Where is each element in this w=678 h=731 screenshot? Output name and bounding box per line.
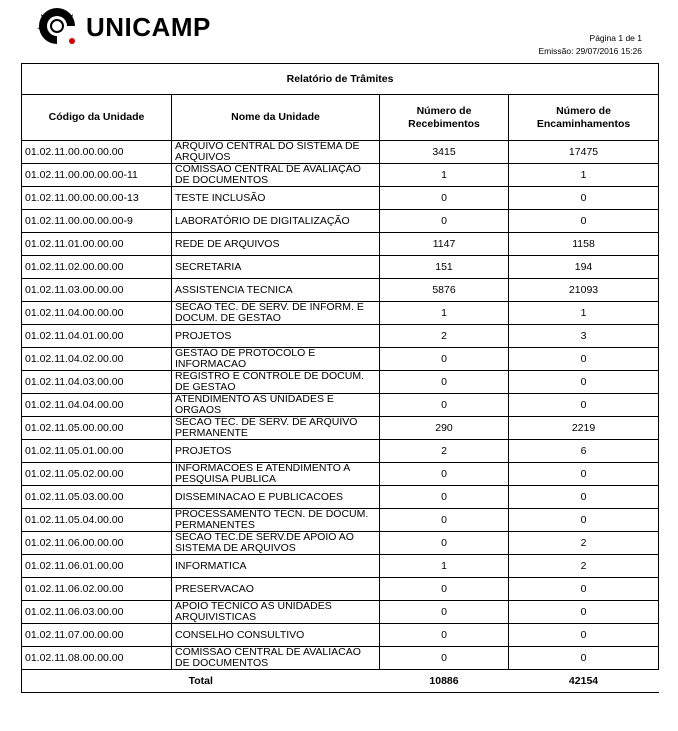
unit-code: 01.02.11.08.00.00.00 xyxy=(22,647,172,670)
receipts-count: 1 xyxy=(380,302,509,325)
unit-code: 01.02.11.04.02.00.00 xyxy=(22,348,172,371)
table-row xyxy=(22,624,659,647)
receipts-count: 1 xyxy=(380,555,509,578)
unit-name: ARQUIVO CENTRAL DO SISTEMA DE ARQUIVOS xyxy=(172,141,380,164)
receipts-count: 0 xyxy=(380,371,509,394)
table-row xyxy=(22,486,659,509)
receipts-count: 0 xyxy=(380,647,509,670)
forwards-count: 0 xyxy=(509,210,659,233)
unit-code: 01.02.11.03.00.00.00 xyxy=(22,279,172,302)
unit-code: 01.02.11.02.00.00.00 xyxy=(22,256,172,279)
receipts-count: 1 xyxy=(380,164,509,187)
table-row xyxy=(22,141,659,164)
column-header-name: Nome da Unidade xyxy=(172,95,380,141)
unit-name: COMISSÃO CENTRAL DE AVALIAÇÃO DE DOCUMENTOS xyxy=(172,164,380,187)
unit-name: INFORMATICA xyxy=(172,555,380,578)
unit-name: COMISSAO CENTRAL DE AVALIACAO DE DOCUMENTOS xyxy=(172,647,380,670)
forwards-count: 0 xyxy=(509,348,659,371)
logo-text: UNICAMP xyxy=(86,12,211,42)
unit-code: 01.02.11.06.02.00.00 xyxy=(22,578,172,601)
unit-name: LABORATÓRIO DE DIGITALIZAÇÃO xyxy=(172,210,380,233)
column-header-code: Código da Unidade xyxy=(22,95,172,141)
unit-name: INFORMACOES E ATENDIMENTO A PESQUISA PUBLICA xyxy=(172,463,380,486)
unit-code: 01.02.11.06.03.00.00 xyxy=(22,601,172,624)
unit-code: 01.02.11.05.04.00.00 xyxy=(22,509,172,532)
forwards-count: 6 xyxy=(509,440,659,463)
unit-code: 01.02.11.05.02.00.00 xyxy=(22,463,172,486)
receipts-count: 0 xyxy=(380,624,509,647)
unit-name: ASSISTENCIA TECNICA xyxy=(172,279,380,302)
forwards-count: 3 xyxy=(509,325,659,348)
page-number: Página 1 de 1 xyxy=(589,33,642,43)
forwards-count: 0 xyxy=(509,187,659,210)
forwards-count: 0 xyxy=(509,371,659,394)
receipts-count: 0 xyxy=(380,463,509,486)
receipts-count: 0 xyxy=(380,348,509,371)
receipts-count: 2 xyxy=(380,325,509,348)
unit-name: PRESERVACAO xyxy=(172,578,380,601)
unit-name: APOIO TECNICO AS UNIDADES ARQUIVISTICAS xyxy=(172,601,380,624)
receipts-count: 0 xyxy=(380,394,509,417)
unit-name: DISSEMINACAO E PUBLICACOES xyxy=(172,486,380,509)
total-row xyxy=(22,670,659,693)
report-title: Relatório de Trâmites xyxy=(22,64,659,95)
forwards-count: 0 xyxy=(509,486,659,509)
unit-name: GESTAO DE PROTOCOLO E INFORMACAO xyxy=(172,348,380,371)
forwards-count: 1158 xyxy=(509,233,659,256)
forwards-count: 0 xyxy=(509,647,659,670)
table-row xyxy=(22,302,659,325)
forwards-count: 0 xyxy=(509,601,659,624)
forwards-count: 2 xyxy=(509,532,659,555)
receipts-count: 2 xyxy=(380,440,509,463)
table-row xyxy=(22,463,659,486)
unit-name: REDE DE ARQUIVOS xyxy=(172,233,380,256)
forwards-count: 1 xyxy=(509,164,659,187)
emission-date: Emissão: 29/07/2016 15:26 xyxy=(538,46,642,56)
unit-code: 01.02.11.05.03.00.00 xyxy=(22,486,172,509)
forwards-count: 1 xyxy=(509,302,659,325)
unit-name: PROCESSAMENTO TECN. DE DOCUM. PERMANENTES xyxy=(172,509,380,532)
table-row xyxy=(22,532,659,555)
table-row xyxy=(22,233,659,256)
unit-code: 01.02.11.05.01.00.00 xyxy=(22,440,172,463)
table-row xyxy=(22,164,659,187)
table-row xyxy=(22,210,659,233)
unit-code: 01.02.11.00.00.00.00-11 xyxy=(22,164,172,187)
receipts-count: 0 xyxy=(380,601,509,624)
forwards-count: 17475 xyxy=(509,141,659,164)
total-label: Total xyxy=(22,670,380,693)
table-row xyxy=(22,187,659,210)
unit-name: TESTE INCLUSÃO xyxy=(172,187,380,210)
unit-code: 01.02.11.00.00.00.00-13 xyxy=(22,187,172,210)
receipts-count: 5876 xyxy=(380,279,509,302)
forwards-count: 21093 xyxy=(509,279,659,302)
receipts-count: 0 xyxy=(380,210,509,233)
unit-code: 01.02.11.01.00.00.00 xyxy=(22,233,172,256)
receipts-count: 1147 xyxy=(380,233,509,256)
table-row xyxy=(22,279,659,302)
unicamp-logo xyxy=(34,6,224,46)
column-header-receipts: Número de Recebimentos xyxy=(380,95,509,141)
total-receipts: 10886 xyxy=(380,670,509,693)
table-row xyxy=(22,601,659,624)
unit-code: 01.02.11.07.00.00.00 xyxy=(22,624,172,647)
forwards-count: 194 xyxy=(509,256,659,279)
receipts-count: 0 xyxy=(380,509,509,532)
page-info xyxy=(539,32,643,58)
unit-code: 01.02.11.05.00.00.00 xyxy=(22,417,172,440)
table-row xyxy=(22,647,659,670)
unit-code: 01.02.11.06.01.00.00 xyxy=(22,555,172,578)
unit-code: 01.02.11.04.03.00.00 xyxy=(22,371,172,394)
table-row xyxy=(22,440,659,463)
forwards-count: 0 xyxy=(509,509,659,532)
report-table xyxy=(21,63,659,693)
table-row xyxy=(22,256,659,279)
forwards-count: 0 xyxy=(509,578,659,601)
receipts-count: 0 xyxy=(380,187,509,210)
unit-name: SECAO TEC.DE SERV.DE APOIO AO SISTEMA DE ARQUIVOS xyxy=(172,532,380,555)
table-row xyxy=(22,578,659,601)
unit-name: SECAO TEC. DE SERV. DE ARQUIVO PERMANENTE xyxy=(172,417,380,440)
table-row xyxy=(22,348,659,371)
receipts-count: 290 xyxy=(380,417,509,440)
table-row xyxy=(22,371,659,394)
forwards-count: 0 xyxy=(509,463,659,486)
forwards-count: 2 xyxy=(509,555,659,578)
receipts-count: 0 xyxy=(380,486,509,509)
receipts-count: 0 xyxy=(380,578,509,601)
unit-name: SECAO TEC. DE SERV. DE INFORM. E DOCUM. DE GESTAO xyxy=(172,302,380,325)
table-row xyxy=(22,417,659,440)
unit-code: 01.02.11.04.01.00.00 xyxy=(22,325,172,348)
receipts-count: 151 xyxy=(380,256,509,279)
unit-code: 01.02.11.06.00.00.00 xyxy=(22,532,172,555)
unit-code: 01.02.11.00.00.00.00 xyxy=(22,141,172,164)
unit-name: REGISTRO E CONTROLE DE DOCUM. DE GESTAO xyxy=(172,371,380,394)
unit-name: CONSELHO CONSULTIVO xyxy=(172,624,380,647)
unit-code: 01.02.11.04.00.00.00 xyxy=(22,302,172,325)
unit-name: PROJETOS xyxy=(172,440,380,463)
unicamp-emblem-icon xyxy=(34,6,80,46)
forwards-count: 2219 xyxy=(509,417,659,440)
total-forwards: 42154 xyxy=(509,670,659,693)
unit-name: PROJETOS xyxy=(172,325,380,348)
table-row xyxy=(22,394,659,417)
unit-code: 01.02.11.00.00.00.00-9 xyxy=(22,210,172,233)
table-row xyxy=(22,325,659,348)
receipts-count: 0 xyxy=(380,532,509,555)
column-header-forwards: Número de Encaminhamentos xyxy=(509,95,659,141)
table-row xyxy=(22,555,659,578)
forwards-count: 0 xyxy=(509,624,659,647)
unit-code: 01.02.11.04.04.00.00 xyxy=(22,394,172,417)
receipts-count: 3415 xyxy=(380,141,509,164)
forwards-count: 0 xyxy=(509,394,659,417)
unit-name: SECRETARIA xyxy=(172,256,380,279)
table-row xyxy=(22,509,659,532)
unit-name: ATENDIMENTO AS UNIDADES E ORGAOS xyxy=(172,394,380,417)
